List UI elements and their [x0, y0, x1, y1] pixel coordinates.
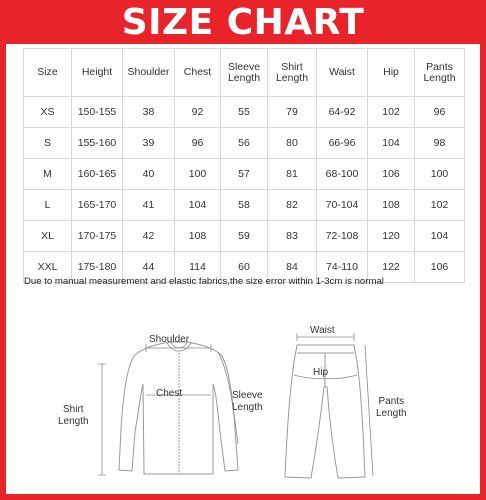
waist-label: Waist — [310, 325, 335, 336]
page-title: SIZE CHART — [121, 2, 365, 43]
content-panel — [6, 44, 480, 494]
measurement-cell: 84 — [268, 252, 317, 283]
measurement-cell: 38 — [123, 97, 175, 128]
size-cell: XS — [24, 97, 72, 128]
measurement-cell: 80 — [268, 128, 317, 159]
table-header-cell: Size — [24, 49, 72, 97]
hip-label: Hip — [313, 367, 329, 378]
measurement-cell: 96 — [175, 128, 221, 159]
measurement-note: Due to manual measurement and elastic fabrics,the size error within 1-3cm is normal — [24, 276, 384, 287]
measurement-cell: 114 — [175, 252, 221, 283]
chest-label: Chest — [156, 388, 183, 399]
measurement-cell: 100 — [175, 159, 221, 190]
table-header-cell: Hip — [368, 49, 415, 97]
measurement-cell: 100 — [415, 159, 465, 190]
measurement-cell: 66-96 — [317, 128, 368, 159]
measurement-cell: 106 — [368, 159, 415, 190]
measurement-cell: 60 — [221, 252, 268, 283]
measurement-cell: 120 — [368, 221, 415, 252]
measurement-cell: 165-170 — [72, 190, 123, 221]
measurement-cell: 58 — [221, 190, 268, 221]
measurement-cell: 39 — [123, 128, 175, 159]
measurement-cell: 122 — [368, 252, 415, 283]
sleeve-length-label: Sleeve Length — [232, 390, 263, 413]
table-header-cell: Waist — [317, 49, 368, 97]
measurement-cell: 150-155 — [72, 97, 123, 128]
table-header-cell: Height — [72, 49, 123, 97]
measurement-cell: 44 — [123, 252, 175, 283]
size-cell: M — [24, 159, 72, 190]
measurement-cell: 96 — [415, 97, 465, 128]
measurement-cell: 57 — [221, 159, 268, 190]
measurement-cell: 42 — [123, 221, 175, 252]
measurement-cell: 64-92 — [317, 97, 368, 128]
size-cell: XL — [24, 221, 72, 252]
measurement-cell: 160-165 — [72, 159, 123, 190]
table-header-cell: Pants Length — [415, 49, 465, 97]
measurement-cell: 74-110 — [317, 252, 368, 283]
measurement-cell: 70-104 — [317, 190, 368, 221]
measurement-cell: 68-100 — [317, 159, 368, 190]
table-header-cell: Sleeve Length — [221, 49, 268, 97]
measurement-cell: 72-108 — [317, 221, 368, 252]
size-cell: XXL — [24, 252, 72, 283]
shirt-length-label: Shirt Length — [58, 404, 89, 427]
measurement-cell: 40 — [123, 159, 175, 190]
measurement-cell: 108 — [368, 190, 415, 221]
pants-length-label: Pants Length — [376, 396, 407, 419]
measurement-cell: 108 — [175, 221, 221, 252]
measurement-cell: 102 — [368, 97, 415, 128]
measurement-cell: 83 — [268, 221, 317, 252]
measurement-cell: 56 — [221, 128, 268, 159]
table-header-cell: Shirt Length — [268, 49, 317, 97]
size-cell: S — [24, 128, 72, 159]
measurement-cell: 79 — [268, 97, 317, 128]
measurement-cell: 92 — [175, 97, 221, 128]
measurement-cell: 170-175 — [72, 221, 123, 252]
size-cell: L — [24, 190, 72, 221]
measurement-cell: 104 — [368, 128, 415, 159]
measurement-cell: 155-160 — [72, 128, 123, 159]
table-header-cell: Shoulder — [123, 49, 175, 97]
measurement-cell: 41 — [123, 190, 175, 221]
measurement-cell: 102 — [415, 190, 465, 221]
measurement-cell: 106 — [415, 252, 465, 283]
measurement-cell: 59 — [221, 221, 268, 252]
measurement-cell: 98 — [415, 128, 465, 159]
measurement-cell: 81 — [268, 159, 317, 190]
table-header-cell: Chest — [175, 49, 221, 97]
measurement-cell: 104 — [175, 190, 221, 221]
measurement-cell: 175-180 — [72, 252, 123, 283]
measurement-cell: 82 — [268, 190, 317, 221]
measurement-cell: 55 — [221, 97, 268, 128]
shoulder-label: Shoulder — [149, 334, 190, 345]
measurement-cell: 104 — [415, 221, 465, 252]
